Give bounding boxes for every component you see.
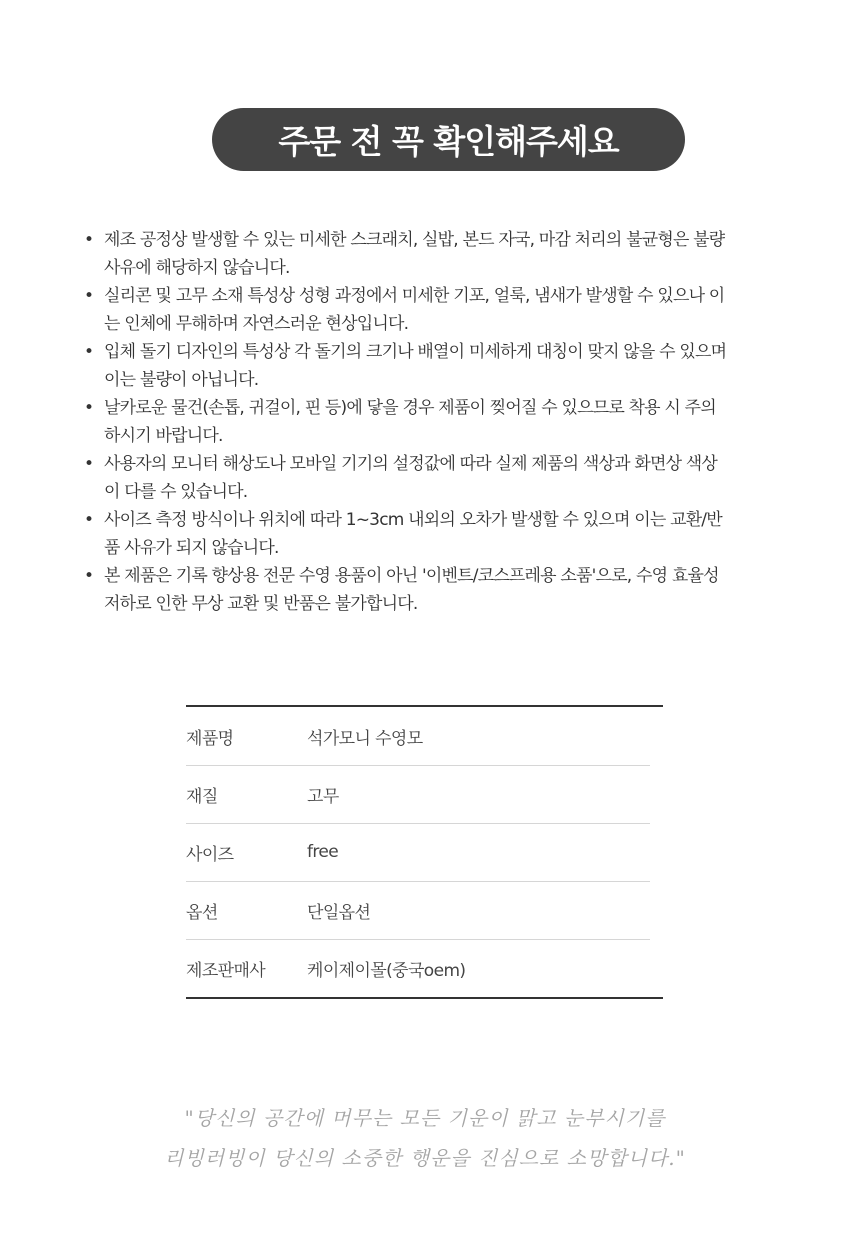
spec-row-size [186,823,663,881]
bullet-icon: • [84,342,94,362]
notice-text: 이는 불량이 아닙니다. [104,370,259,390]
notice-item [82,506,782,562]
spec-row-manufacturer [186,939,663,997]
quote-line: "당신의 공간에 머무는 모든 기운이 맑고 눈부시기를 [184,1106,666,1130]
bullet-icon: • [84,286,94,306]
notice-text: 저하로 인한 무상 교환 및 반품은 불가합니다. [104,594,418,614]
notice-text: 하시기 바랍니다. [104,426,223,446]
spec-label: 제품명 [186,728,234,749]
notice-text: 제조 공정상 발생할 수 있는 미세한 스크래치, 실밥, 본드 자국, 마감 처리의 불균형은 불량 [104,230,725,250]
notice-text: 는 인체에 무해하며 자연스러운 현상입니다. [104,314,409,334]
notice-text: 사유에 해당하지 않습니다. [104,258,290,278]
spec-label: 제조판매사 [186,960,266,981]
spec-label: 사이즈 [186,844,234,865]
notice-text: 본 제품은 기록 향상용 전문 수영 용품이 아닌 '이벤트/코스프레용 소품'으로, 수영 효율성 [104,566,719,586]
spec-table-bottom-border [186,997,663,999]
bullet-icon: • [84,566,94,586]
notice-text: 품 사유가 되지 않습니다. [104,538,279,558]
notice-text: 사이즈 측정 방식이나 위치에 따라 1~3cm 내외의 오차가 발생할 수 있으며 이는 교환/반 [104,510,722,530]
bullet-icon: • [84,454,94,474]
notice-text: 입체 돌기 디자인의 특성상 각 돌기의 크기나 배열이 미세하게 대칭이 맞지 않을 수 있으며 [104,342,727,362]
notice-item [82,282,782,338]
spec-label: 재질 [186,786,218,807]
spec-value: 케이제이몰(중국oem) [307,960,466,981]
bullet-icon: • [84,510,94,530]
spec-value: free [307,842,339,862]
notice-item [82,562,782,618]
notice-text: 사용자의 모니터 해상도나 모바일 기기의 설정값에 따라 실제 제품의 색상과 화면상 색상 [104,454,718,474]
spec-row-material [186,765,663,823]
spec-table [186,705,663,997]
spec-value: 고무 [307,786,339,807]
spec-row-product-name [186,707,663,765]
spec-value: 단일옵션 [307,902,371,923]
spec-value: 석가모니 수영모 [307,728,423,749]
notice-item [82,394,782,450]
spec-row-option [186,881,663,939]
notice-item [82,226,782,282]
notice-text: 실리콘 및 고무 소재 특성상 성형 과정에서 미세한 기포, 얼룩, 냄새가 발생할 수 있으나 이 [104,286,725,306]
spec-label: 옵션 [186,902,218,923]
notice-text: 날카로운 물건(손톱, 귀걸이, 핀 등)에 닿을 경우 제품이 찢어질 수 있으므로 착용 시 주의 [104,398,716,418]
bullet-icon: • [84,230,94,250]
notice-item [82,450,782,506]
bullet-icon: • [84,398,94,418]
notice-list [82,226,782,618]
notice-text: 이 다를 수 있습니다. [104,482,248,502]
brand-quote [0,1098,850,1178]
quote-line: 리빙러빙이 당신의 소중한 행운을 진심으로 소망합니다." [164,1146,686,1170]
page-title: 주문 전 꼭 확인해주세요 [212,108,685,171]
notice-item [82,338,782,394]
